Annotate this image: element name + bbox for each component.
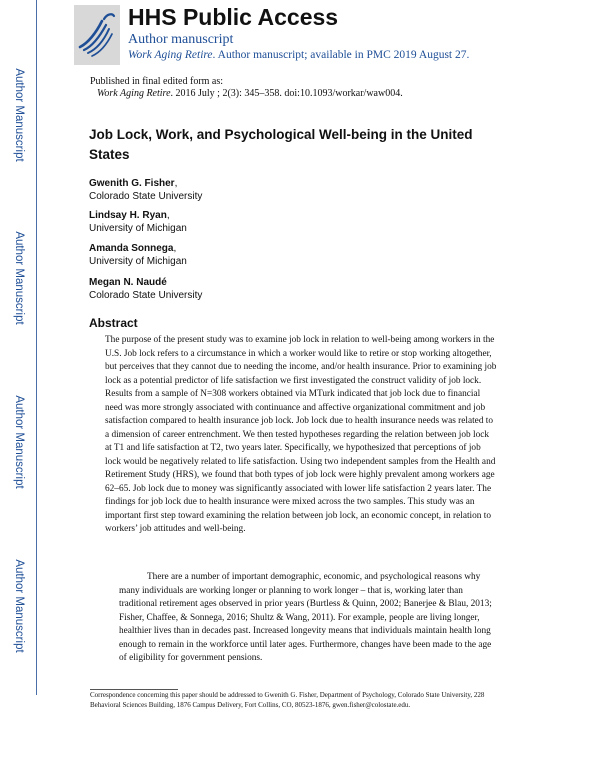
abstract-text: The purpose of the present study was to examine job lock in relation to well-being among workers in the U.S. Job lock refers to a circumstance in which a worker would like to retire or stop working altogether, but perceives that they cannot due to needing the income, and/or health insurance. Prior to examining job lock as a potential predictor of life satisfaction we first investigated the construct validity of job lock. Results from a sample of N=308 workers obtained via MTurk indicated that job lock due to financial need was more strongly associated with continuance and affective organizational commitment and job satisfaction compared to health insurance job lock. Job lock due to health insurance needs was related to a dimension of career entrenchment. We then tested hypotheses regarding the relation between job lock at T1 and life satisfaction at T2, two years later. Specifically, we hypothesized that perceptions of job lock would be negatively related to life satisfaction. Using two independent samples from the Health and Retirement Study (HRS), we found that both types of job lock were highly prevalent among workers age 62–65. Job lock due to money was significantly associated with lower life satisfaction 2 years later. The findings for job lock due to health insurance were mixed across the two samples. This study was an important first step toward examining the relation between job lock, an economic concept, in relation to workers’ job attitudes and well-being. — [105, 335, 497, 534]
author-name: Lindsay H. Ryan — [89, 210, 167, 221]
hhs-eagle-icon — [74, 5, 120, 65]
journal-name: Work Aging Retire — [128, 49, 213, 61]
author-name: Gwenith G. Fisher — [89, 178, 175, 189]
published-label: Published in final edited form as: — [90, 76, 224, 87]
abstract-heading: Abstract — [89, 316, 138, 330]
citation-detail: . 2016 July ; 2(3): 345–358. doi:10.1093/workar/waw004. — [170, 88, 403, 99]
author-entry — [89, 276, 202, 302]
sidebar-label: Author Manuscript — [13, 68, 25, 162]
author-affiliation: Colorado State University — [89, 290, 203, 301]
availability-text: . Author manuscript; available in PMC 2019 August 27. — [212, 49, 470, 61]
sidebar-label: Author Manuscript — [13, 559, 25, 653]
manuscript-subtitle: Author manuscript — [128, 32, 234, 47]
citation-journal: Work Aging Retire — [97, 88, 171, 99]
author-name: Megan N. Naudé — [89, 277, 167, 288]
body-paragraph: There are a number of important demographic, economic, and psychological reasons why many individuals are working longer or planning to work longer – that is, working later than traditional retirement ages observed in prior years (Burtless & Quinn, 2002; Banerjee & Blau, 2013; Fisher, Chaffee, & Sonnega, 2016; Shultz & Wang, 2011). For example, people are living longer, healthier lives than in decades past. Increased longevity means that individuals maintain health long enough to remain in the workforce until later ages. Furthermore, changes have been made to the age of eligibility for government pensions. — [119, 572, 492, 663]
author-entry: Lindsay H. Ryan, University of Michigan — [89, 210, 187, 234]
publication-citation — [97, 88, 403, 99]
author-affiliation: Colorado State University — [89, 191, 203, 202]
correspondence-footnote: Correspondence concerning this paper should be addressed to Gwenith G. Fisher, Department of Psychology, Colorado State University, 228 Behavioral Sciences Building, 1876 Campus Delivery, Fort Collins, CO, 80523-1876, gwen.fisher@colostate.edu. — [90, 691, 485, 709]
author-entry: Gwenith G. Fisher, Colorado State University — [89, 178, 203, 202]
hhs-logo — [74, 5, 120, 65]
author-affiliation: University of Michigan — [89, 256, 187, 267]
sidebar-label: Author Manuscript — [13, 231, 25, 325]
manuscript-sidebar — [0, 0, 38, 776]
availability-note — [128, 49, 469, 61]
author-entry: Amanda Sonnega, University of Michigan — [89, 243, 187, 267]
author-name: Amanda Sonnega — [89, 243, 174, 254]
sidebar-label: Author Manuscript — [13, 395, 25, 489]
page-title: HHS Public Access — [128, 4, 339, 30]
article-title: Job Lock, Work, and Psychological Well-being in the United States — [89, 127, 473, 162]
author-affiliation: University of Michigan — [89, 223, 187, 234]
sidebar-divider — [36, 0, 37, 695]
